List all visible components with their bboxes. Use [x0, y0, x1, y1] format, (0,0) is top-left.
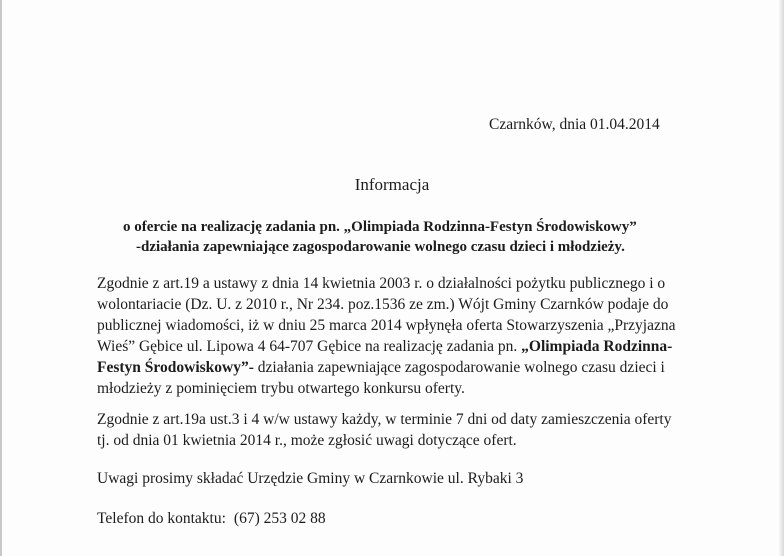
task-name-part-2: Festyn Środowiskowy”- — [97, 359, 254, 376]
paragraph2-line-2: tj. od dnia 01 kwietnia 2014 r., może zgłosić uwagi dotyczące ofert. — [97, 432, 517, 449]
paragraph2-line-1: Zgodnie z art.19a ust.3 i 4 w/w ustawy każdy, w terminie 7 dni od daty zamieszczenia oferty — [97, 411, 672, 428]
subject-block — [110, 217, 710, 257]
paragraph1-line-2: wolontariacie (Dz. U. z 2010 r., Nr 234. poz.1536 ze zm.) Wójt Gminy Czarnków podaje do — [97, 296, 669, 313]
paragraph-announcement — [97, 273, 717, 399]
paragraph1-line-3: publicznej wiadomości, iż w dniu 25 marca 2014 wpłynęła oferta Stowarzyszenia „Przyjazna — [97, 317, 676, 334]
scan-right-edge — [778, 0, 784, 556]
paragraph-objections — [97, 409, 717, 451]
task-name-part-1: „Olimpiada Rodzinna- — [521, 338, 673, 355]
contact-label: Telefon do kontaktu: — [97, 510, 226, 527]
contact-phone — [97, 510, 326, 528]
paragraph1-line-6: młodzieży z pominięciem trybu otwartego konkursu oferty. — [97, 380, 465, 397]
contact-number: (67) 253 02 88 — [233, 510, 326, 527]
submission-note: Uwagi prosimy składać Urzędzie Gminy w Czarnkowie ul. Rybaki 3 — [97, 470, 524, 487]
paragraph1-line-1: Zgodnie z art.19 a ustawy z dnia 14 kwietnia 2003 r. o działalności pożytku publicznego i o — [97, 275, 666, 292]
document-title: Informacja — [354, 175, 430, 194]
place-and-date: Czarnków, dnia 01.04.2014 — [489, 116, 660, 133]
paragraph1-line-5 — [97, 357, 717, 378]
subject-line-2: -działania zapewniające zagospodarowanie wolnego czasu dzieci i młodzieży. — [136, 239, 625, 255]
paragraph1-line-4 — [97, 336, 717, 357]
paragraph1-line-4-text: Wieś” Gębice ul. Lipowa 4 64-707 Gębice na realizację zadania pn. — [97, 338, 522, 355]
scan-left-edge — [0, 0, 2, 556]
subject-line-1: o ofercie na realizację zadania pn. „Olimpiada Rodzinna-Festyn Środowiskowy” — [123, 219, 637, 235]
paragraph1-line-5-text: działania zapewniające zagospodarowanie wolnego czasu dzieci i — [253, 359, 665, 376]
